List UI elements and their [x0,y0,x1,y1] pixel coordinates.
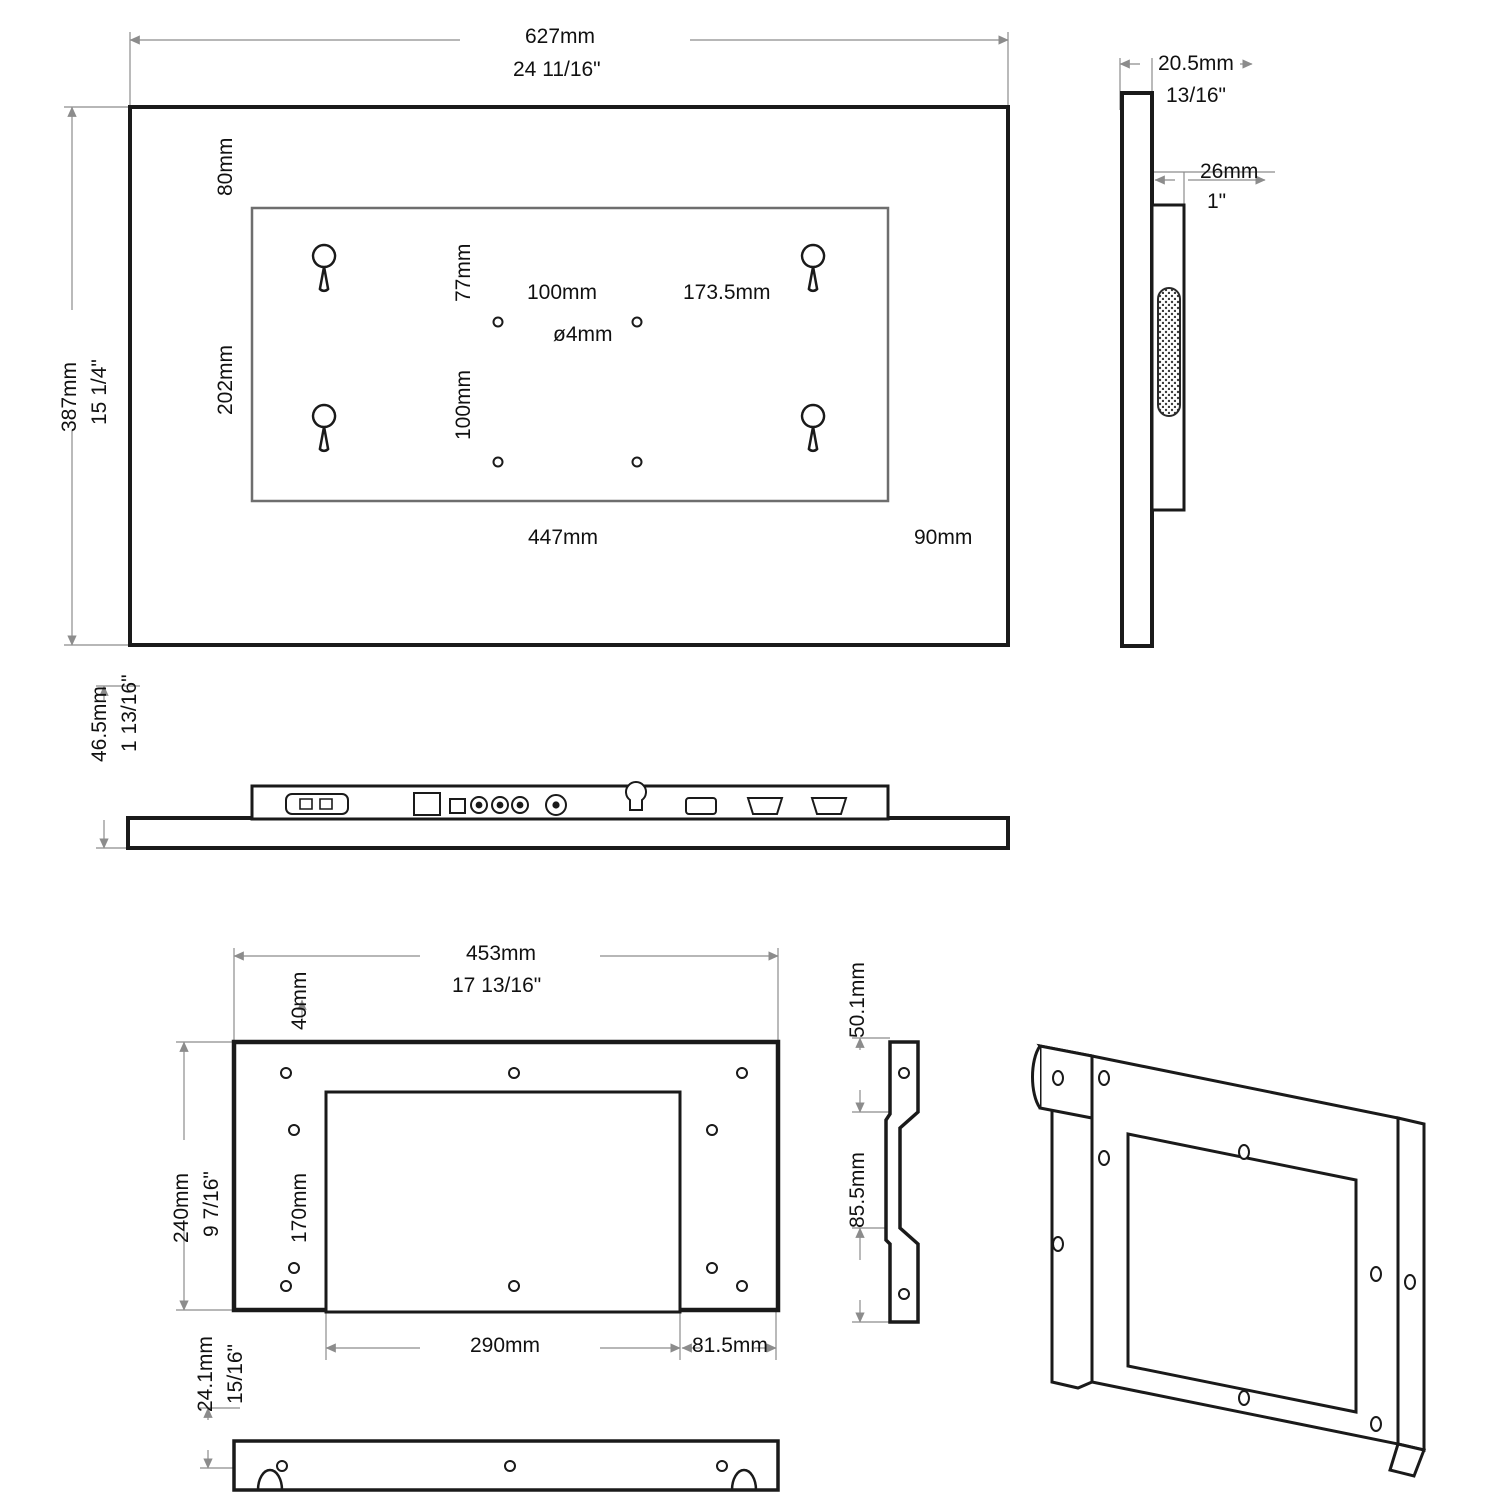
dim-bracket-bottom-thickness-in: 15/16" [224,1343,247,1404]
dim-side-panel-mm: 26mm [1200,160,1259,183]
dim-bracket-height-in: 9 7/16" [200,1171,223,1237]
bracket-side-outline [886,1042,918,1322]
dim-bracket-right-offset: 81.5mm [692,1334,768,1357]
port-rect-large-icon [414,793,440,815]
dim-front-right-offset: 90mm [914,526,973,549]
dim-front-vesa-h1: 100mm [527,281,598,304]
port-rect-small-icon [450,799,465,813]
front-view-outline [130,107,1008,645]
dim-front-height-mm: 387mm [58,361,81,432]
dim-bracket-bottom-thickness-mm: 24.1mm [194,1336,217,1412]
dim-bracket-top-offset: 40mm [288,971,311,1030]
dim-bracket-inner-width: 290mm [470,1334,541,1357]
dim-front-width-mm: 627mm [525,25,596,48]
dim-bottom-height-mm: 46.5mm [88,686,111,762]
dim-bracket-height-mm: 240mm [170,1172,193,1243]
port-usb-icon [686,798,716,814]
dim-side-panel-in: 1" [1207,190,1227,213]
hdmi-1-icon [748,798,782,814]
dim-bracket-side-upper: 50.1mm [846,962,869,1038]
bottom-view-outline [128,786,1008,848]
dim-side-depth-in: 13/16" [1166,84,1227,107]
bracket-front-outline [234,1042,778,1312]
bracket-isometric-outline [1033,1046,1425,1478]
dim-front-inner-height: 202mm [214,344,237,415]
power-inlet-icon [286,794,348,814]
dim-bottom-height-in: 1 13/16" [118,674,141,752]
speaker-grille-icon [1158,288,1180,416]
dim-bracket-inner-height: 170mm [288,1172,311,1243]
dim-front-inner-width: 447mm [528,526,599,549]
dim-front-height-in: 15 1/4" [88,359,111,425]
dim-bracket-width-mm: 453mm [466,942,537,965]
dim-front-vesa-vertical: 100mm [452,369,475,440]
dim-side-depth-mm: 20.5mm [1158,52,1234,75]
dim-front-width-in: 24 11/16" [513,58,601,81]
bracket-bottom-outline [234,1441,778,1490]
side-view-outline [1122,93,1184,646]
dim-bracket-side-lower: 85.5mm [846,1152,869,1228]
hdmi-2-icon [812,798,846,814]
dim-front-top-offset: 80mm [214,137,237,196]
dim-front-vesa-top: 77mm [452,243,475,302]
dim-front-hole-diameter: ø4mm [553,323,613,346]
dim-front-vesa-h2: 173.5mm [683,281,771,304]
dim-bracket-width-in: 17 13/16" [452,974,542,997]
